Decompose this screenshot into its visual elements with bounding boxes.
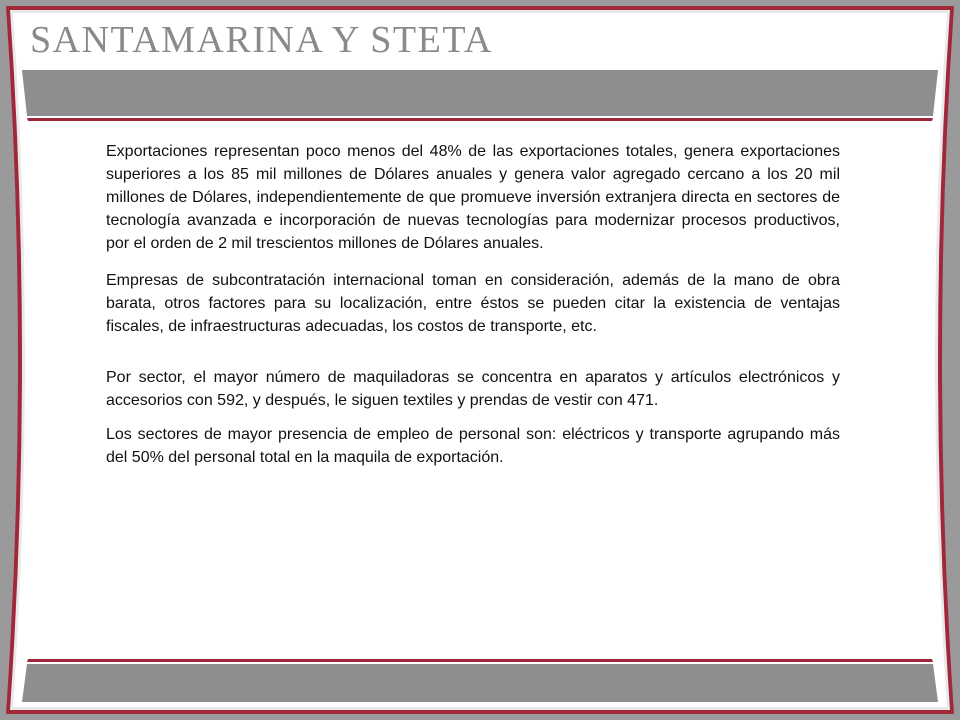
paragraph-employment: Los sectores de mayor presencia de empleo de personal son: eléctricos y transporte agrupando más del 50% del personal total en la maquila de exportación. xyxy=(106,426,840,466)
footer-band xyxy=(22,664,938,702)
paragraph-sectors: Por sector, el mayor número de maquiladoras se concentra en aparatos y artículos electrónicos y accesorios con 592, y después, le siguen textiles y prendas de vestir con 471. xyxy=(106,369,840,409)
paragraph-subcontracting: Empresas de subcontratación internacional toman en consideración, además de la mano de obra barata, otros factores para su localización, entre éstos se pueden citar la existencia de ventajas fiscales, de infraestructuras adecuadas, los costos de transporte, etc. xyxy=(106,272,840,335)
header-rule xyxy=(27,118,933,121)
footer-rule xyxy=(27,659,933,662)
paragraph-exports: Exportaciones representan poco menos del 48% de las exportaciones totales, genera exportaciones superiores a los 85 mil millones de Dólares anuales y genera valor agregado cercano a los 20 mil millones de Dólares, independientemente de que promueve inversión extranjera directa en sectores de tecnología avanzada e incorporación de nuevas tecnologías para modernizar procesos productivos, por el orden de 2 mil trescientos millones de Dólares anuales. xyxy=(106,143,840,252)
body-text xyxy=(106,140,840,469)
brand-title: SANTAMARINA Y STETA xyxy=(30,19,493,61)
header-band xyxy=(22,70,938,116)
